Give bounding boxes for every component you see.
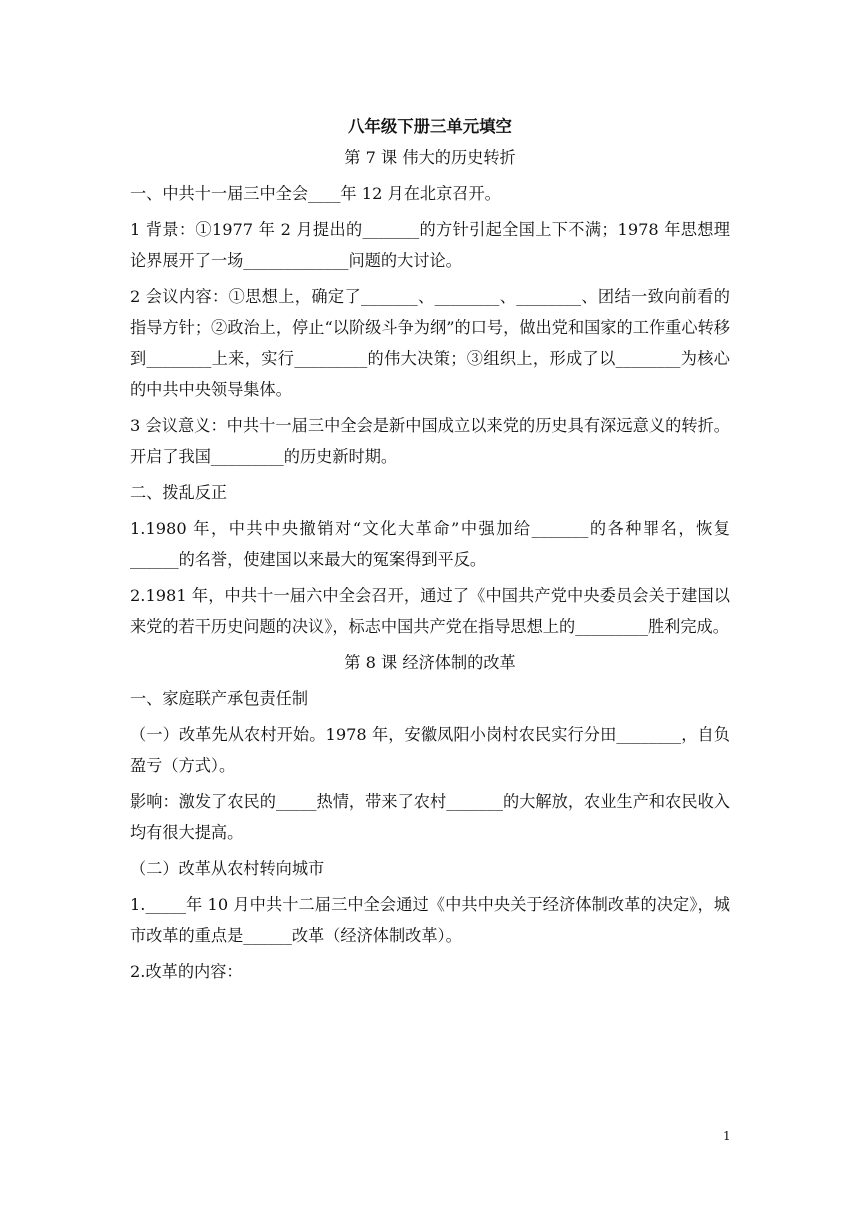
lesson-7-item: 1.1980 年，中共中央撤销对“文化大革命”中强加给_______的各种罪名，恢复______的名誉，使建国以来最大的冤案得到平反。 (130, 518, 730, 569)
lesson-8-item: 2.改革的内容： (130, 962, 243, 982)
lesson-8-title: 第 8 课 经济体制的改革 (344, 652, 516, 672)
lesson-8-subheading: （二）改革从农村转向城市 (130, 859, 325, 879)
lesson-8-section-heading: 一、家庭联产承包责任制 (130, 689, 309, 709)
lesson-8-item: （一）改革先从农村开始。1978 年，安徽凤阳小岗村农民实行分田________，自负盈亏（方式）。 (130, 725, 730, 776)
lesson-8-item: 1._____年 10 月中共十二届三中全会通过《中共中央关于经济体制改革的决定》，城市改革的重点是______改革（经济体制改革）。 (130, 895, 730, 946)
lesson-7-item: 2 会议内容：①思想上，确定了_______、________、________、团结一致向前看的指导方针；②政治上，停止“以阶级斗争为纲”的口号，做出党和国家的工作重心转移到________上来，实行_________的伟大决策；③组织上，形成了以________为核心的中共中央领导集体。 (130, 287, 730, 399)
page-number: 1 (723, 1129, 731, 1143)
lesson-7-item: 一、中共十一届三中全会____年 12 月在北京召开。 (130, 183, 501, 203)
lesson-7-title: 第 7 课 伟大的历史转折 (344, 147, 516, 167)
lesson-7-item: 3 会议意义：中共十一届三中全会是新中国成立以来党的历史具有深远意义的转折。开启了我国_________的历史新时期。 (130, 415, 730, 466)
lesson-7-item: 2.1981 年，中共十一届六中全会召开，通过了《中国共产党中央委员会关于建国以来党的若干历史问题的决议》，标志中国共产党在指导思想上的_________胜利完成。 (130, 585, 730, 636)
document-body (130, 112, 730, 988)
document-title: 八年级下册三单元填空 (348, 117, 512, 136)
lesson-7-section-heading: 二、拨乱反正 (130, 482, 228, 502)
lesson-7-item: 1 背景：①1977 年 2 月提出的_______的方针引起全国上下不满；1978 年思想理论界展开了一场_____________问题的大讨论。 (130, 220, 730, 270)
lesson-8-item: 影响：激发了农民的_____热情，带来了农村_______的大解放，农业生产和农民收入均有很大提高。 (130, 792, 730, 843)
